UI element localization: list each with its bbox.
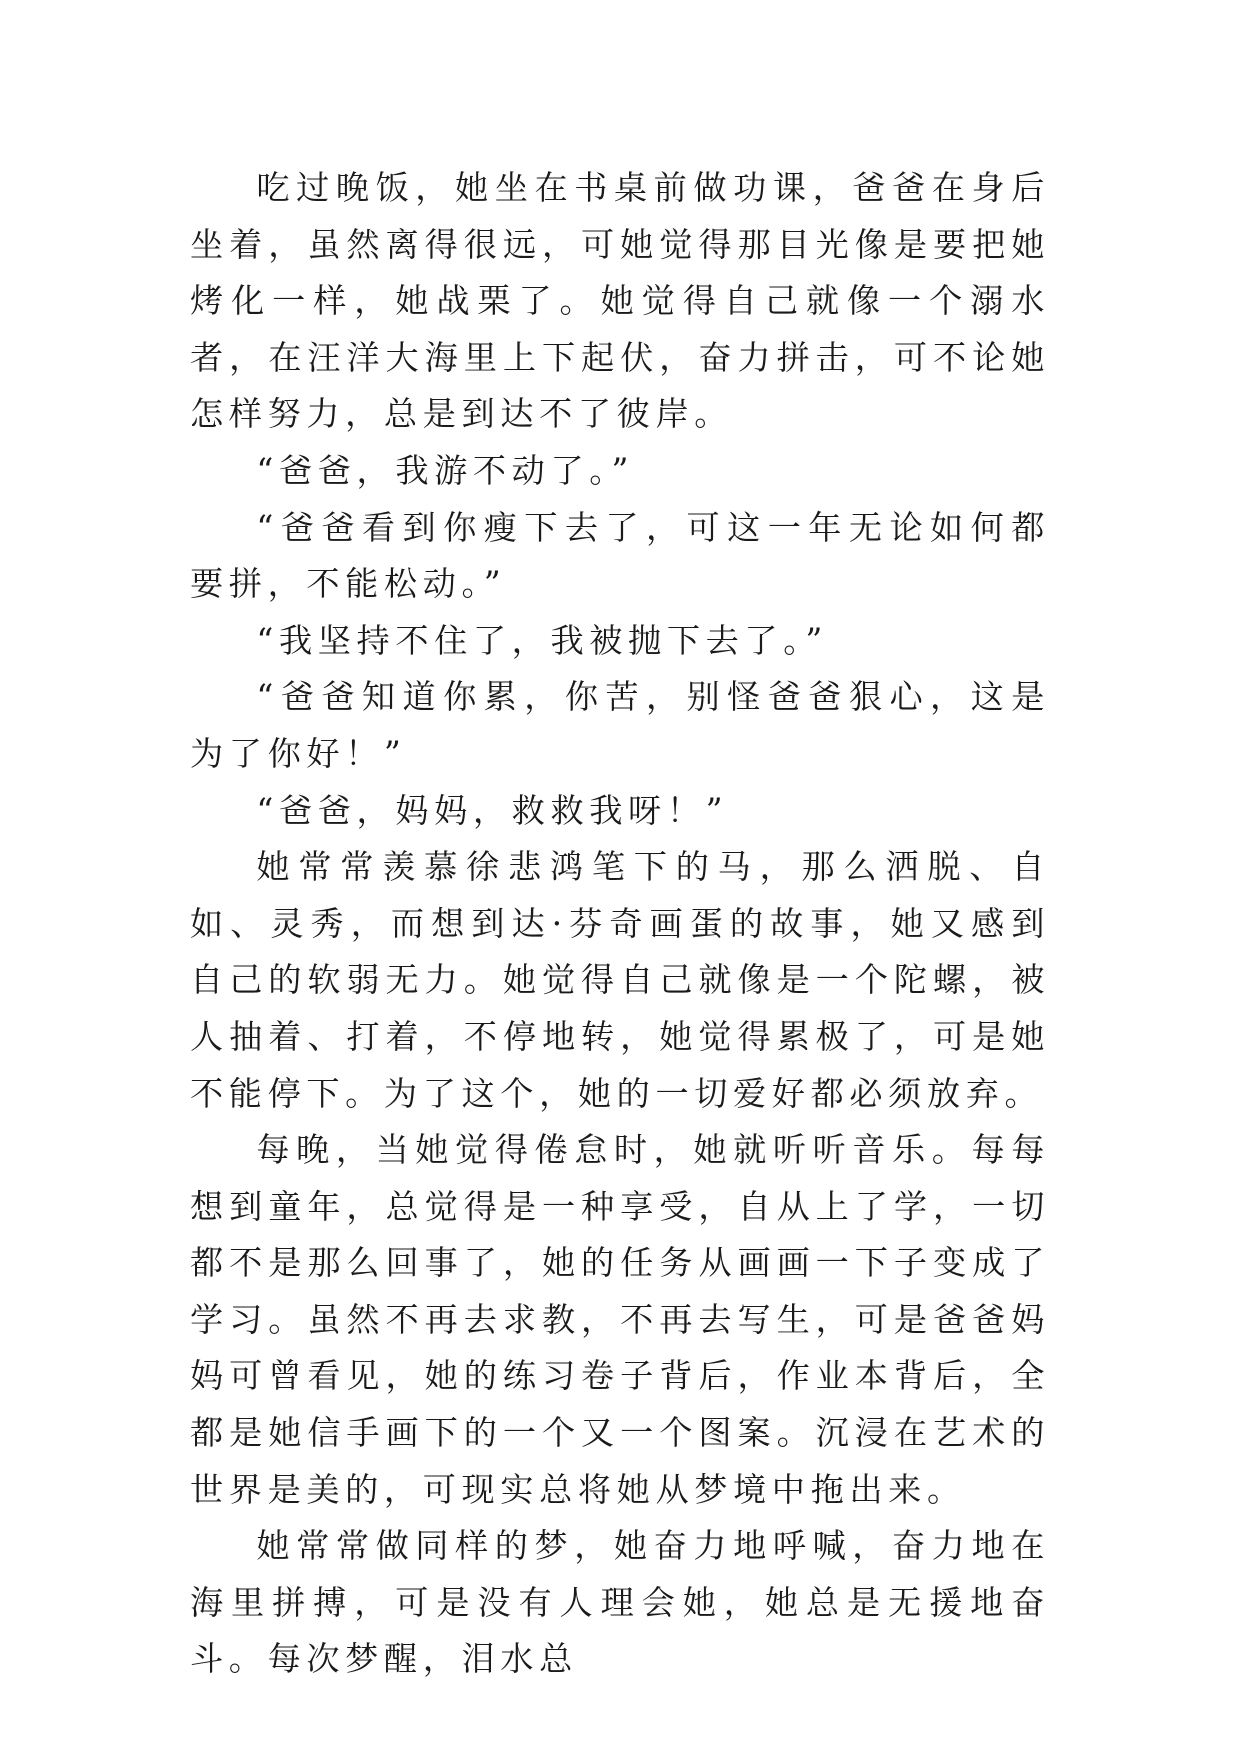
paragraph: “爸爸看到你瘦下去了，可这一年无论如何都要拼，不能松动。” xyxy=(190,507,1050,604)
paragraph: 吃过晚饭，她坐在书桌前做功课，爸爸在身后坐着，虽然离得很远，可她觉得那目光像是要把她烤化一样，她战栗了。她觉得自己就像一个溺水者，在汪洋大海里上下起伏，奋力拼击，可不论她怎样努力，总是到达不了彼岸。 xyxy=(190,168,1050,434)
document-body xyxy=(190,160,1050,1688)
paragraph: “爸爸，妈妈，救救我呀！” xyxy=(256,790,729,830)
paragraph: “我坚持不住了，我被抛下去了。” xyxy=(256,620,828,660)
paragraph: 她常常羡慕徐悲鸿笔下的马，那么洒脱、自如、灵秀，而想到达·芬奇画蛋的故事，她又感到自己的软弱无力。她觉得自己就像是一个陀螺，被人抽着、打着，不停地转，她觉得累极了，可是她不能停下。为了这个，她的一切爱好都必须放弃。 xyxy=(190,847,1050,1113)
paragraph: “爸爸，我游不动了。” xyxy=(256,450,635,490)
paragraph: “爸爸知道你累，你苦，别怪爸爸狠心，这是为了你好！” xyxy=(190,677,1050,773)
paragraph: 她常常做同样的梦，她奋力地呼喊，奋力地在海里拼搏，可是没有人理会她，她总是无援地奋斗。每次梦醒，泪水总 xyxy=(190,1526,1050,1679)
paragraph: 每晚，当她觉得倦怠时，她就听听音乐。每每想到童年，总觉得是一种享受，自从上了学，一切都不是那么回事了，她的任务从画画一下子变成了学习。虽然不再去求教，不再去写生，可是爸爸妈妈可曾看见，她的练习卷子背后，作业本背后，全都是她信手画下的一个又一个图案。沉浸在艺术的世界是美的，可现实总将她从梦境中拖出来。 xyxy=(190,1130,1050,1509)
